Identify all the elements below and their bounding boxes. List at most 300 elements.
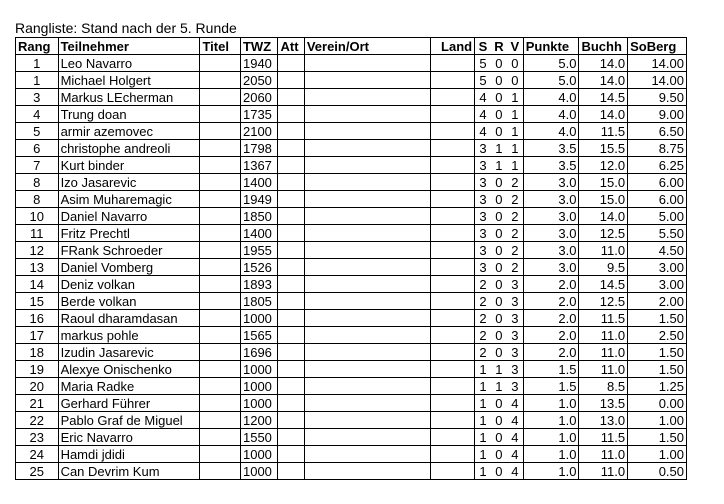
cell-buchh: 12.5 — [579, 225, 628, 242]
cell-twz: 1000 — [240, 310, 278, 327]
cell-att — [278, 89, 304, 106]
cell-buchh: 9.5 — [579, 259, 628, 276]
cell-punkte: 4.0 — [523, 106, 579, 123]
cell-rang: 8 — [16, 174, 59, 191]
cell-r: 1 — [491, 157, 507, 174]
table-row — [16, 106, 687, 123]
col-header-twz: TWZ — [240, 38, 278, 55]
col-header-punkte: Punkte — [523, 38, 579, 55]
cell-land — [430, 208, 475, 225]
cell-att — [278, 157, 304, 174]
cell-v: 0 — [507, 72, 523, 89]
cell-soberg: 5.50 — [628, 225, 687, 242]
cell-titel — [200, 140, 241, 157]
cell-v: 1 — [507, 157, 523, 174]
cell-rang: 18 — [16, 344, 59, 361]
cell-twz: 1000 — [240, 446, 278, 463]
cell-titel — [200, 395, 241, 412]
cell-verein — [304, 242, 430, 259]
table-row — [16, 395, 687, 412]
cell-punkte: 2.0 — [523, 276, 579, 293]
cell-teilnehmer: Asim Muharemagic — [58, 191, 200, 208]
cell-v: 4 — [507, 429, 523, 446]
col-header-soberg: SoBerg — [628, 38, 687, 55]
cell-r: 0 — [491, 327, 507, 344]
table-row — [16, 361, 687, 378]
cell-att — [278, 395, 304, 412]
cell-r: 0 — [491, 89, 507, 106]
cell-twz: 1949 — [240, 191, 278, 208]
cell-v: 1 — [507, 140, 523, 157]
cell-att — [278, 174, 304, 191]
cell-soberg: 6.00 — [628, 174, 687, 191]
cell-att — [278, 276, 304, 293]
cell-verein — [304, 310, 430, 327]
table-row — [16, 310, 687, 327]
cell-buchh: 14.5 — [579, 276, 628, 293]
cell-teilnehmer: Raoul dharamdasan — [58, 310, 200, 327]
cell-titel — [200, 242, 241, 259]
cell-rang: 21 — [16, 395, 59, 412]
cell-soberg: 14.00 — [628, 72, 687, 89]
cell-v: 4 — [507, 395, 523, 412]
cell-teilnehmer: markus pohle — [58, 327, 200, 344]
cell-att — [278, 344, 304, 361]
cell-s: 3 — [475, 242, 491, 259]
cell-verein — [304, 361, 430, 378]
cell-v: 3 — [507, 276, 523, 293]
cell-soberg: 0.50 — [628, 463, 687, 480]
cell-land — [430, 310, 475, 327]
cell-verein — [304, 89, 430, 106]
cell-verein — [304, 123, 430, 140]
cell-r: 0 — [491, 276, 507, 293]
cell-rang: 12 — [16, 242, 59, 259]
cell-s: 3 — [475, 140, 491, 157]
cell-buchh: 14.0 — [579, 106, 628, 123]
cell-r: 0 — [491, 463, 507, 480]
col-header-att: Att — [278, 38, 304, 55]
cell-land — [430, 327, 475, 344]
cell-r: 0 — [491, 293, 507, 310]
col-header-v: V — [507, 38, 523, 55]
col-header-teilnehmer: Teilnehmer — [58, 38, 200, 55]
cell-land — [430, 72, 475, 89]
cell-s: 1 — [475, 412, 491, 429]
cell-punkte: 1.5 — [523, 361, 579, 378]
cell-punkte: 2.0 — [523, 344, 579, 361]
cell-soberg: 6.00 — [628, 191, 687, 208]
cell-v: 3 — [507, 293, 523, 310]
cell-titel — [200, 89, 241, 106]
cell-punkte: 3.5 — [523, 140, 579, 157]
cell-v: 1 — [507, 89, 523, 106]
cell-twz: 1565 — [240, 327, 278, 344]
cell-soberg: 4.50 — [628, 242, 687, 259]
cell-twz: 1400 — [240, 174, 278, 191]
cell-soberg: 1.25 — [628, 378, 687, 395]
cell-att — [278, 361, 304, 378]
cell-rang: 23 — [16, 429, 59, 446]
cell-s: 3 — [475, 157, 491, 174]
cell-att — [278, 259, 304, 276]
cell-att — [278, 106, 304, 123]
cell-twz: 2050 — [240, 72, 278, 89]
cell-buchh: 11.0 — [579, 361, 628, 378]
cell-twz: 1550 — [240, 429, 278, 446]
cell-punkte: 5.0 — [523, 55, 579, 72]
cell-land — [430, 123, 475, 140]
cell-v: 4 — [507, 412, 523, 429]
table-row — [16, 157, 687, 174]
cell-att — [278, 310, 304, 327]
cell-att — [278, 225, 304, 242]
cell-r: 0 — [491, 429, 507, 446]
col-header-buchh: Buchh — [579, 38, 628, 55]
cell-verein — [304, 378, 430, 395]
cell-soberg: 3.00 — [628, 276, 687, 293]
cell-teilnehmer: Trung doan — [58, 106, 200, 123]
cell-r: 0 — [491, 310, 507, 327]
cell-buchh: 11.5 — [579, 429, 628, 446]
cell-r: 0 — [491, 225, 507, 242]
cell-v: 4 — [507, 463, 523, 480]
cell-v: 2 — [507, 174, 523, 191]
table-body — [16, 55, 687, 480]
cell-v: 3 — [507, 344, 523, 361]
cell-verein — [304, 327, 430, 344]
cell-buchh: 11.0 — [579, 446, 628, 463]
cell-punkte: 1.0 — [523, 429, 579, 446]
table-row — [16, 72, 687, 89]
cell-titel — [200, 429, 241, 446]
cell-rang: 1 — [16, 72, 59, 89]
cell-land — [430, 378, 475, 395]
cell-teilnehmer: Izudin Jasarevic — [58, 344, 200, 361]
cell-land — [430, 106, 475, 123]
cell-verein — [304, 174, 430, 191]
cell-s: 2 — [475, 293, 491, 310]
table-row — [16, 429, 687, 446]
table-row — [16, 276, 687, 293]
cell-att — [278, 327, 304, 344]
cell-att — [278, 378, 304, 395]
cell-teilnehmer: Deniz volkan — [58, 276, 200, 293]
cell-rang: 11 — [16, 225, 59, 242]
cell-buchh: 11.0 — [579, 327, 628, 344]
cell-teilnehmer: Daniel Vomberg — [58, 259, 200, 276]
cell-v: 2 — [507, 208, 523, 225]
cell-twz: 2100 — [240, 123, 278, 140]
cell-titel — [200, 123, 241, 140]
cell-rang: 8 — [16, 191, 59, 208]
table-row — [16, 242, 687, 259]
cell-buchh: 11.5 — [579, 310, 628, 327]
cell-r: 0 — [491, 123, 507, 140]
cell-punkte: 1.0 — [523, 446, 579, 463]
table-row — [16, 208, 687, 225]
cell-land — [430, 429, 475, 446]
cell-teilnehmer: Markus LEcherman — [58, 89, 200, 106]
cell-r: 0 — [491, 344, 507, 361]
cell-s: 1 — [475, 446, 491, 463]
cell-teilnehmer: Can Devrim Kum — [58, 463, 200, 480]
cell-s: 5 — [475, 72, 491, 89]
cell-verein — [304, 446, 430, 463]
cell-rang: 10 — [16, 208, 59, 225]
table-row — [16, 140, 687, 157]
cell-teilnehmer: Izo Jasarevic — [58, 174, 200, 191]
cell-land — [430, 89, 475, 106]
cell-v: 2 — [507, 225, 523, 242]
table-row — [16, 174, 687, 191]
cell-att — [278, 191, 304, 208]
cell-rang: 4 — [16, 106, 59, 123]
cell-punkte: 3.0 — [523, 225, 579, 242]
cell-titel — [200, 327, 241, 344]
table-caption: Rangliste: Stand nach der 5. Runde — [15, 20, 237, 36]
cell-r: 0 — [491, 191, 507, 208]
cell-v: 1 — [507, 106, 523, 123]
cell-rang: 1 — [16, 55, 59, 72]
cell-verein — [304, 276, 430, 293]
cell-att — [278, 208, 304, 225]
cell-punkte: 4.0 — [523, 89, 579, 106]
cell-punkte: 3.0 — [523, 259, 579, 276]
col-header-r: R — [491, 38, 507, 55]
cell-r: 0 — [491, 446, 507, 463]
cell-v: 3 — [507, 310, 523, 327]
table-row — [16, 225, 687, 242]
cell-att — [278, 429, 304, 446]
cell-s: 5 — [475, 55, 491, 72]
col-header-land: Land — [430, 38, 475, 55]
cell-teilnehmer: Maria Radke — [58, 378, 200, 395]
cell-teilnehmer: Daniel Navarro — [58, 208, 200, 225]
cell-twz: 1805 — [240, 293, 278, 310]
cell-v: 1 — [507, 123, 523, 140]
cell-punkte: 1.0 — [523, 463, 579, 480]
cell-buchh: 11.0 — [579, 344, 628, 361]
cell-land — [430, 157, 475, 174]
cell-buchh: 11.5 — [579, 123, 628, 140]
cell-twz: 1893 — [240, 276, 278, 293]
cell-titel — [200, 259, 241, 276]
cell-v: 2 — [507, 259, 523, 276]
cell-s: 2 — [475, 344, 491, 361]
cell-s: 2 — [475, 276, 491, 293]
cell-titel — [200, 72, 241, 89]
cell-titel — [200, 157, 241, 174]
cell-titel — [200, 378, 241, 395]
cell-soberg: 9.50 — [628, 89, 687, 106]
cell-land — [430, 259, 475, 276]
cell-land — [430, 412, 475, 429]
cell-v: 3 — [507, 327, 523, 344]
cell-titel — [200, 225, 241, 242]
cell-verein — [304, 259, 430, 276]
cell-buchh: 11.0 — [579, 463, 628, 480]
cell-rang: 17 — [16, 327, 59, 344]
cell-s: 3 — [475, 259, 491, 276]
cell-s: 3 — [475, 208, 491, 225]
cell-teilnehmer: Berde volkan — [58, 293, 200, 310]
cell-r: 0 — [491, 259, 507, 276]
cell-buchh: 15.0 — [579, 174, 628, 191]
cell-twz: 1367 — [240, 157, 278, 174]
cell-verein — [304, 395, 430, 412]
cell-buchh: 14.5 — [579, 89, 628, 106]
cell-soberg: 8.75 — [628, 140, 687, 157]
cell-s: 1 — [475, 429, 491, 446]
cell-v: 2 — [507, 242, 523, 259]
cell-titel — [200, 276, 241, 293]
cell-soberg: 5.00 — [628, 208, 687, 225]
cell-twz: 2060 — [240, 89, 278, 106]
cell-r: 0 — [491, 395, 507, 412]
cell-s: 4 — [475, 123, 491, 140]
cell-teilnehmer: Fritz Prechtl — [58, 225, 200, 242]
cell-r: 0 — [491, 174, 507, 191]
cell-rang: 6 — [16, 140, 59, 157]
cell-punkte: 2.0 — [523, 293, 579, 310]
ranking-table — [15, 37, 687, 480]
cell-land — [430, 463, 475, 480]
cell-teilnehmer: Eric Navarro — [58, 429, 200, 446]
cell-titel — [200, 361, 241, 378]
cell-buchh: 12.0 — [579, 157, 628, 174]
cell-r: 0 — [491, 242, 507, 259]
cell-v: 4 — [507, 446, 523, 463]
table-row — [16, 412, 687, 429]
cell-att — [278, 412, 304, 429]
cell-titel — [200, 191, 241, 208]
cell-land — [430, 276, 475, 293]
cell-soberg: 9.00 — [628, 106, 687, 123]
cell-twz: 1400 — [240, 225, 278, 242]
cell-v: 3 — [507, 378, 523, 395]
cell-punkte: 3.0 — [523, 191, 579, 208]
cell-teilnehmer: Gerhard Führer — [58, 395, 200, 412]
cell-titel — [200, 310, 241, 327]
cell-teilnehmer: Leo Navarro — [58, 55, 200, 72]
cell-verein — [304, 106, 430, 123]
cell-s: 4 — [475, 89, 491, 106]
table-row — [16, 446, 687, 463]
cell-soberg: 14.00 — [628, 55, 687, 72]
cell-r: 0 — [491, 72, 507, 89]
cell-buchh: 15.0 — [579, 191, 628, 208]
cell-verein — [304, 344, 430, 361]
cell-punkte: 1.0 — [523, 395, 579, 412]
cell-r: 1 — [491, 140, 507, 157]
cell-soberg: 1.50 — [628, 361, 687, 378]
cell-land — [430, 225, 475, 242]
table-row — [16, 378, 687, 395]
cell-soberg: 1.00 — [628, 446, 687, 463]
col-header-verein: Verein/Ort — [304, 38, 430, 55]
cell-titel — [200, 293, 241, 310]
col-header-titel: Titel — [200, 38, 241, 55]
table-row — [16, 89, 687, 106]
cell-verein — [304, 463, 430, 480]
cell-r: 0 — [491, 412, 507, 429]
cell-buchh: 14.0 — [579, 55, 628, 72]
cell-rang: 7 — [16, 157, 59, 174]
cell-twz: 1955 — [240, 242, 278, 259]
table-row — [16, 55, 687, 72]
cell-s: 1 — [475, 395, 491, 412]
cell-att — [278, 293, 304, 310]
cell-punkte: 2.0 — [523, 327, 579, 344]
table-row — [16, 463, 687, 480]
cell-buchh: 12.5 — [579, 293, 628, 310]
cell-punkte: 4.0 — [523, 123, 579, 140]
cell-verein — [304, 225, 430, 242]
cell-verein — [304, 55, 430, 72]
cell-rang: 16 — [16, 310, 59, 327]
cell-titel — [200, 174, 241, 191]
cell-att — [278, 446, 304, 463]
cell-verein — [304, 429, 430, 446]
cell-v: 0 — [507, 55, 523, 72]
cell-s: 1 — [475, 361, 491, 378]
cell-att — [278, 123, 304, 140]
cell-twz: 1940 — [240, 55, 278, 72]
cell-s: 3 — [475, 225, 491, 242]
cell-titel — [200, 208, 241, 225]
cell-titel — [200, 412, 241, 429]
cell-twz: 1798 — [240, 140, 278, 157]
cell-punkte: 3.0 — [523, 208, 579, 225]
cell-titel — [200, 106, 241, 123]
cell-soberg: 1.50 — [628, 310, 687, 327]
cell-land — [430, 361, 475, 378]
cell-rang: 15 — [16, 293, 59, 310]
cell-twz: 1000 — [240, 378, 278, 395]
cell-verein — [304, 191, 430, 208]
col-header-s: S — [475, 38, 491, 55]
cell-rang: 20 — [16, 378, 59, 395]
table-row — [16, 327, 687, 344]
cell-soberg: 1.50 — [628, 344, 687, 361]
cell-punkte: 1.0 — [523, 412, 579, 429]
cell-rang: 25 — [16, 463, 59, 480]
cell-rang: 5 — [16, 123, 59, 140]
cell-soberg: 2.50 — [628, 327, 687, 344]
cell-v: 2 — [507, 191, 523, 208]
cell-s: 2 — [475, 327, 491, 344]
cell-s: 1 — [475, 463, 491, 480]
cell-land — [430, 174, 475, 191]
table-row — [16, 293, 687, 310]
cell-rang: 19 — [16, 361, 59, 378]
cell-att — [278, 55, 304, 72]
cell-att — [278, 140, 304, 157]
cell-soberg: 0.00 — [628, 395, 687, 412]
table-row — [16, 259, 687, 276]
cell-land — [430, 191, 475, 208]
cell-verein — [304, 208, 430, 225]
cell-r: 0 — [491, 106, 507, 123]
table-row — [16, 344, 687, 361]
cell-land — [430, 293, 475, 310]
cell-v: 3 — [507, 361, 523, 378]
cell-titel — [200, 55, 241, 72]
cell-titel — [200, 446, 241, 463]
cell-teilnehmer: Alexye Onischenko — [58, 361, 200, 378]
cell-twz: 1000 — [240, 361, 278, 378]
